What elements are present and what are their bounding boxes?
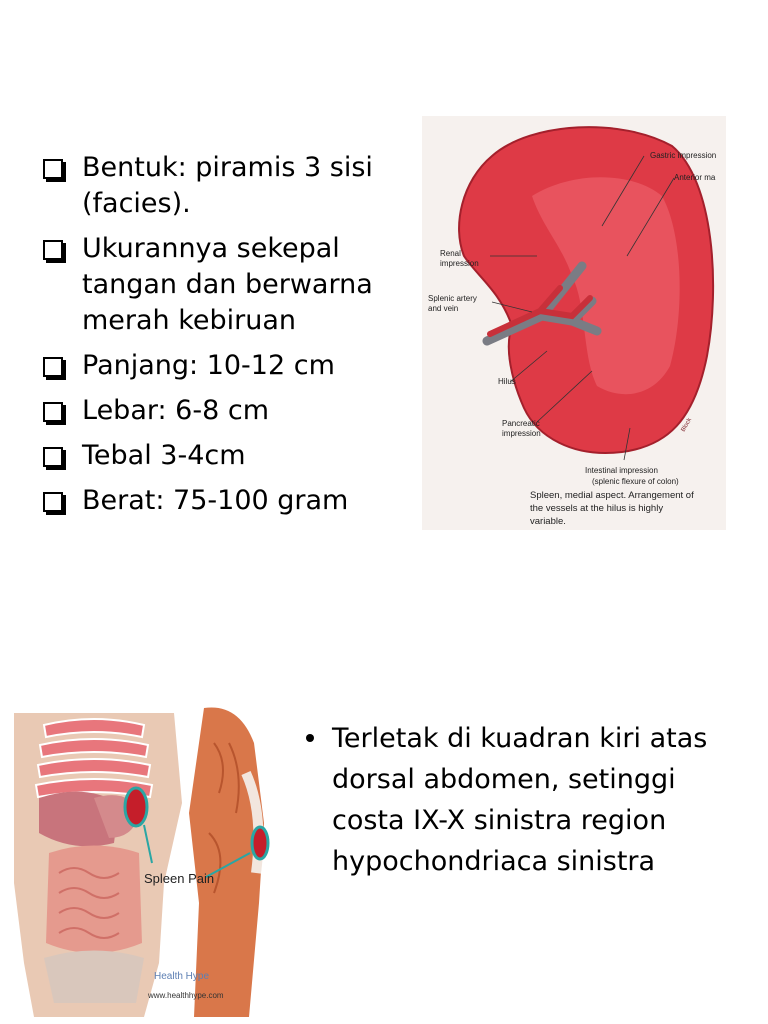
caption-line2: the vessels at the hilus is highly xyxy=(530,503,664,514)
label-hilus: Hilus xyxy=(498,377,516,386)
label-renal-line1: Renal xyxy=(440,249,461,258)
artist-signature: Block xyxy=(680,417,694,433)
label-pancreatic-line2: impression xyxy=(502,429,541,438)
fact-item xyxy=(40,438,400,474)
label-anterior-margin: Anterior ma xyxy=(674,173,716,182)
fact-item xyxy=(40,348,400,384)
spleen-illustration xyxy=(422,116,726,530)
fact-text: Berat: 75-100 gram xyxy=(82,485,349,516)
location-item xyxy=(302,718,742,882)
pelvis-shape xyxy=(44,951,144,1004)
label-intestinal-line2: (splenic flexure of colon) xyxy=(592,477,679,486)
fact-text: Tebal 3-4cm xyxy=(82,440,246,471)
checkbox-bullet-icon xyxy=(43,447,63,467)
brand-url: www.healthhype.com xyxy=(148,991,224,1000)
side-spleen-highlight xyxy=(252,827,268,859)
fact-item xyxy=(40,231,400,339)
label-gastric-impression: Gastric impression xyxy=(650,151,717,160)
intestines-shape xyxy=(46,846,142,954)
caption-line1: Spleen, medial aspect. Arrangement of xyxy=(530,490,694,501)
label-splenic-line1: Splenic artery xyxy=(428,294,477,303)
abdomen-drawing xyxy=(14,703,276,1017)
bullet-dot-icon xyxy=(306,734,314,742)
fact-item xyxy=(40,393,400,429)
label-intestinal-line1: Intestinal impression xyxy=(585,466,658,475)
spleen-facts-list xyxy=(40,150,400,528)
fact-item xyxy=(40,483,400,519)
checkbox-bullet-icon xyxy=(43,240,63,260)
fact-text: Panjang: 10-12 cm xyxy=(82,350,335,381)
label-splenic-line2: and vein xyxy=(428,304,459,313)
spleen-highlight xyxy=(125,788,147,826)
checkbox-bullet-icon xyxy=(43,357,63,377)
checkbox-bullet-icon xyxy=(43,492,63,512)
checkbox-bullet-icon xyxy=(43,159,63,179)
label-renal-line2: impression xyxy=(440,259,479,268)
spleen-drawing xyxy=(422,116,726,530)
spleen-pain-label: Spleen Pain xyxy=(144,871,215,886)
fact-text: Lebar: 6-8 cm xyxy=(82,395,269,426)
label-pancreatic-line1: Pancreatic xyxy=(502,419,540,428)
fact-text: Bentuk: piramis 3 sisi (facies). xyxy=(82,152,373,219)
fact-item xyxy=(40,150,400,222)
caption-line3: variable. xyxy=(530,516,566,527)
location-info-list xyxy=(302,718,742,882)
brand-label: Health Hype xyxy=(154,971,210,982)
checkbox-bullet-icon xyxy=(43,402,63,422)
fact-text: Ukurannya sekepal tangan dan berwarna merah kebiruan xyxy=(82,233,373,336)
location-text: Terletak di kuadran kiri atas dorsal abdomen, setinggi costa IX-X sinistra region hypochondriaca sinistra xyxy=(332,723,708,877)
abdomen-illustration xyxy=(14,703,276,1017)
